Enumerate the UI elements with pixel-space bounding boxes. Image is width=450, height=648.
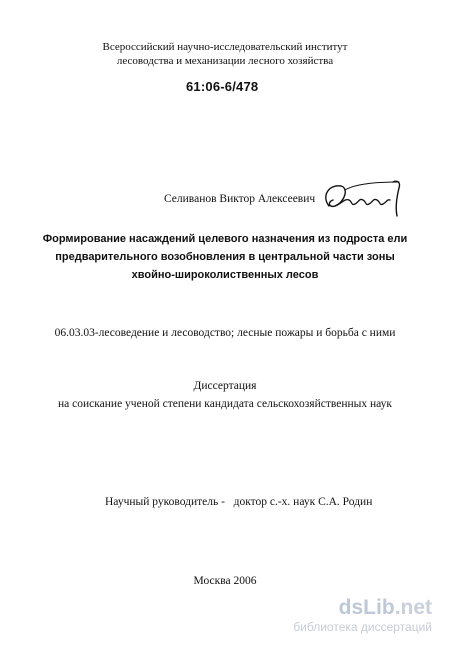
watermark-logo — [252, 597, 432, 619]
dissertation-label: Диссертация — [193, 380, 257, 392]
title-line-3: хвойно-широколиственных лесов — [131, 269, 319, 281]
watermark-logo-domain: .net — [394, 596, 432, 619]
catalog-code: 61:06-6/478 — [186, 79, 259, 94]
institution-name — [0, 40, 450, 68]
dissertation-description: на соискание ученой степени кандидата сельскохозяйственных наук — [58, 398, 392, 410]
watermark-subtitle: библиотека диссертаций — [293, 620, 432, 634]
specialty-code: 06.03.03-лесоведение и лесоводство; лесные пожары и борьба с ними — [54, 327, 396, 339]
city-and-year: Москва 2006 — [193, 575, 257, 587]
watermark — [252, 597, 432, 634]
watermark-logo-main: dsLib — [338, 596, 395, 619]
title-line-2: предварительного возобновления в центральной части зоны — [55, 251, 395, 263]
signature-icon — [315, 176, 415, 220]
title-line-1: Формирование насаждений целевого назначения из подроста ели — [42, 233, 408, 245]
scientific-supervisor: Научный руководитель - доктор с.-х. наук С.А. Родин — [105, 496, 373, 508]
dissertation-title — [0, 230, 450, 284]
institution-line-1: Всероссийский научно-исследовательский институт — [102, 41, 348, 53]
institution-line-2: лесоводства и механизации лесного хозяйства — [116, 55, 334, 67]
author-name: Селиванов Виктор Алексеевич — [164, 193, 316, 205]
